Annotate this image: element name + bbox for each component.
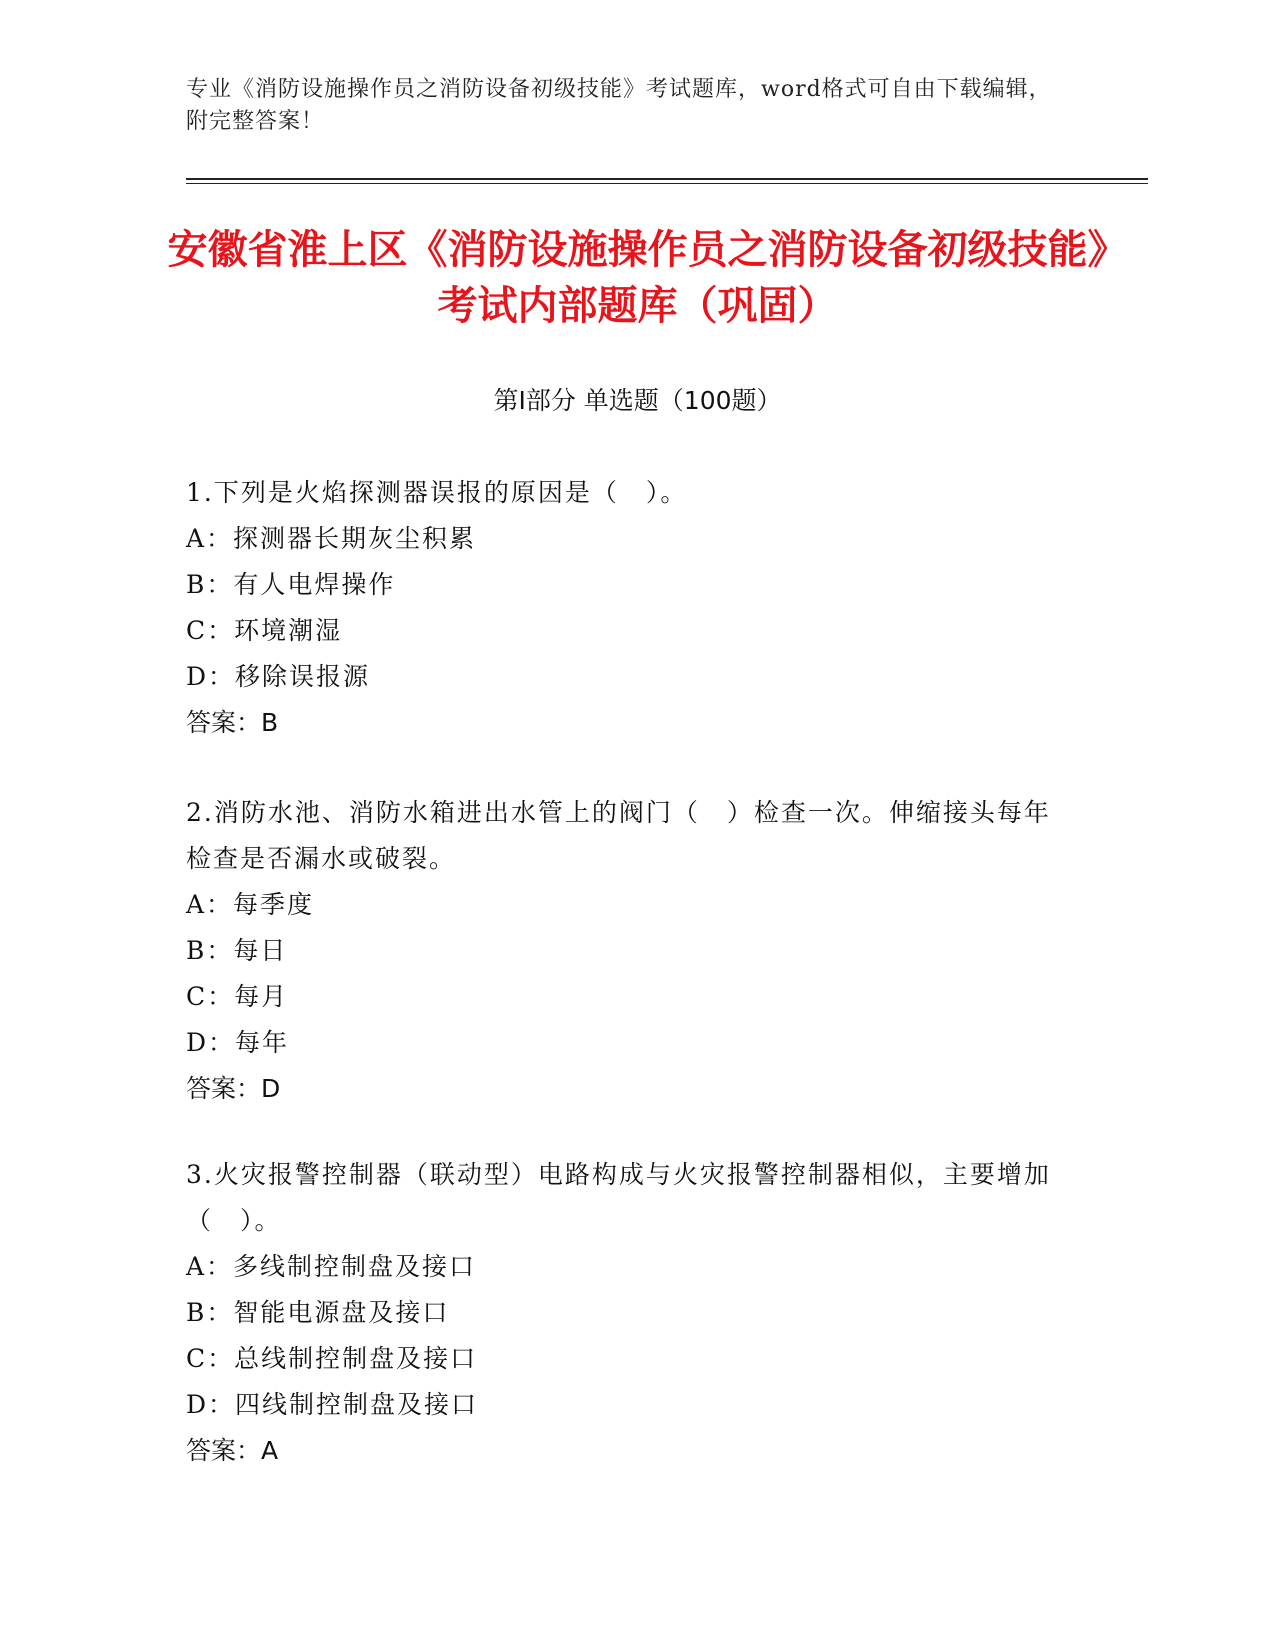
option-b: B：每日	[186, 936, 288, 965]
option-d: D：四线制控制盘及接口	[186, 1390, 479, 1419]
question-stem: 2.消防水池、消防水箱进出水管上的阀门（ ）检查一次。伸缩接头每年检查是否漏水或破裂。	[186, 798, 1051, 873]
option-c: C：总线制控制盘及接口	[186, 1344, 478, 1373]
answer-line: 答案：B	[186, 708, 279, 737]
option-d: D：移除误报源	[186, 662, 371, 691]
option-d: D：每年	[186, 1028, 290, 1057]
option-b: B：有人电焊操作	[186, 570, 396, 599]
section-heading: 第I部分 单选题（100题）	[493, 386, 782, 415]
question-block	[186, 1152, 1066, 1474]
question-stem: 3.火灾报警控制器（联动型）电路构成与火灾报警控制器相似，主要增加（ ）。	[186, 1160, 1051, 1235]
header-divider-thin	[186, 183, 1148, 184]
answer-line: 答案：D	[186, 1074, 281, 1103]
option-c: C：每月	[186, 982, 289, 1011]
option-a: A：多线制控制盘及接口	[186, 1252, 477, 1281]
question-block	[186, 790, 1066, 1112]
question-stem: 1.下列是火焰探测器误报的原因是（ ）。	[186, 478, 688, 507]
option-b: B：智能电源盘及接口	[186, 1298, 450, 1327]
answer-line: 答案：A	[186, 1436, 279, 1465]
header-note: 专业《消防设施操作员之消防设备初级技能》考试题库，word格式可自由下载编辑，附完整答案！	[186, 77, 1052, 134]
option-c: C：环境潮湿	[186, 616, 343, 645]
header-divider-thick	[186, 178, 1148, 180]
question-block	[186, 470, 1066, 746]
option-a: A：探测器长期灰尘积累	[186, 524, 477, 553]
option-a: A：每季度	[186, 890, 315, 919]
document-title: 安徽省淮上区《消防设施操作员之消防设备初级技能》考试内部题库（巩固）	[167, 227, 1108, 329]
